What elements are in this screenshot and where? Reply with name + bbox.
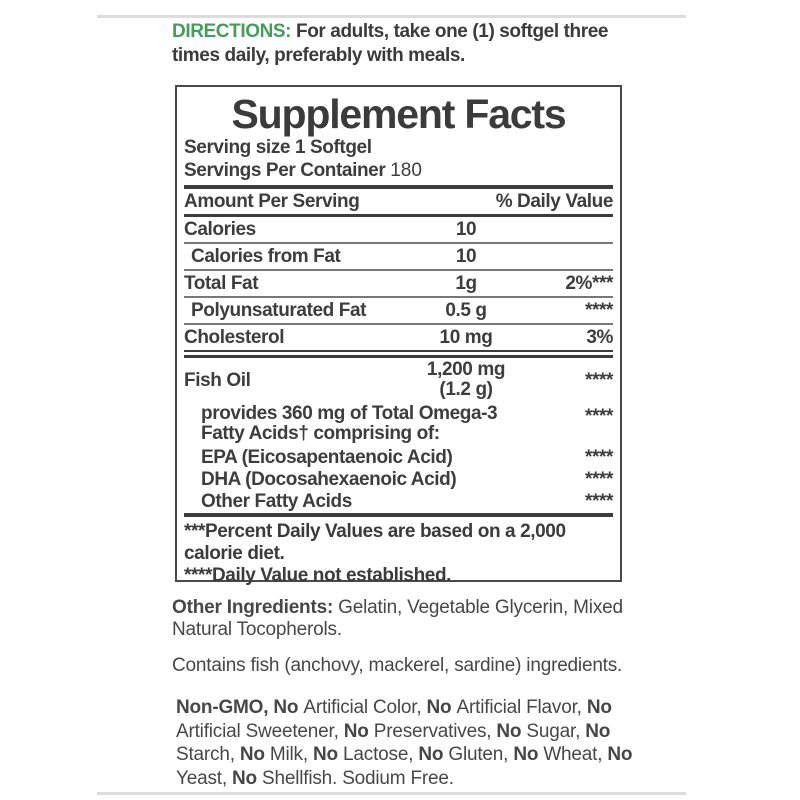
supplement-facts-title: Supplement Facts	[231, 91, 566, 137]
claim-seg: No	[313, 744, 344, 765]
fact-row-omega3	[184, 402, 613, 446]
claim-seg: Sugar,	[526, 720, 586, 742]
thick-rule	[184, 513, 613, 517]
top-divider	[97, 15, 686, 18]
claim-seg: No	[426, 697, 457, 718]
row-name: Cholesterol	[184, 327, 285, 348]
amount-per-serving-header: Amount Per Serving	[184, 191, 360, 212]
row-name: Fish Oil	[184, 369, 251, 391]
fact-row-cholesterol	[184, 325, 613, 350]
claim-seg: Wheat,	[543, 744, 608, 765]
row-name: DHA (Docosahexaenoic Acid)	[201, 468, 457, 490]
directions-text-line2: times daily, preferably with meals.	[172, 45, 465, 66]
claim-seg: Milk,	[269, 744, 314, 765]
servings-per-container	[184, 159, 613, 182]
row-amount: 10 mg	[439, 327, 493, 348]
row-daily-value: 2%***	[565, 273, 613, 294]
row-name: EPA (Eicosapentaenoic Acid)	[201, 446, 453, 468]
directions-text-line1: For adults, take one (1) softgel three	[291, 21, 609, 42]
row-daily-value: ****	[585, 468, 613, 490]
claim-seg: No	[496, 720, 527, 742]
claim-seg: Lactose,	[343, 744, 419, 765]
claims-paragraph	[176, 696, 756, 790]
claim-seg: No	[513, 744, 544, 765]
bottom-divider	[97, 792, 686, 795]
serving-size: Serving size 1 Softgel	[184, 137, 372, 158]
fact-row-fish-oil	[184, 358, 613, 402]
fact-row-calories	[184, 217, 613, 244]
claim-seg: No	[418, 744, 449, 765]
fact-row-polyunsaturated-fat	[184, 298, 613, 325]
directions-paragraph	[172, 20, 732, 68]
row-daily-value: ****	[585, 446, 613, 468]
row-daily-value: 3%	[586, 327, 613, 348]
claim-seg: No	[585, 720, 611, 742]
row-daily-value: ****	[585, 300, 613, 321]
fact-row-other-fatty-acids	[184, 490, 613, 512]
name-line2: Fatty Acids† comprising of:	[201, 423, 440, 444]
contains-statement: Contains fish (anchovy, mackerel, sardine) ingredients.	[172, 655, 623, 676]
row-amount: 10	[455, 246, 477, 267]
facts-header-row	[184, 189, 613, 214]
row-daily-value: ****	[585, 406, 613, 427]
amount-line1: 1,200 mg	[426, 359, 506, 380]
double-rule	[184, 350, 613, 358]
claim-seg: Starch,	[176, 744, 240, 765]
other-ingredients-line2: Natural Tocopherols.	[172, 619, 342, 640]
claim-seg: No	[586, 697, 612, 718]
claim-seg: Preservatives,	[373, 720, 497, 742]
row-name: Calories from Fat	[191, 246, 341, 267]
claim-seg: Artificial Color,	[303, 697, 427, 718]
claim-seg: No	[343, 720, 374, 742]
fact-row-calories-from-fat	[184, 244, 613, 271]
row-name: Total Fat	[184, 273, 259, 294]
fact-row-total-fat	[184, 271, 613, 298]
claim-seg: No	[232, 767, 263, 789]
servings-label: Servings Per Container	[184, 160, 391, 181]
fact-row-epa	[184, 446, 613, 468]
row-name: Other Fatty Acids	[201, 490, 352, 512]
servings-value: 180	[390, 160, 422, 181]
footnote-daily-value-not-established: ****Daily Value not established.	[184, 565, 452, 586]
other-ingredients-paragraph	[172, 597, 732, 641]
other-ingredients-line1: Gelatin, Vegetable Glycerin, Mixed	[338, 597, 623, 618]
row-amount: 1g	[455, 273, 477, 294]
claim-seg: Artificial Sweetener,	[176, 720, 344, 742]
claim-seg: No	[239, 744, 270, 765]
row-name: Polyunsaturated Fat	[191, 300, 367, 321]
row-amount: 10	[455, 219, 477, 240]
name-line1: provides 360 mg of Total Omega-3	[201, 403, 498, 424]
row-name	[184, 404, 541, 444]
supplement-facts-panel	[175, 85, 622, 586]
row-daily-value: ****	[585, 369, 613, 391]
claim-seg: Artificial Flavor,	[456, 697, 587, 718]
amount-line2: (1.2 g)	[439, 379, 493, 400]
claim-seg: No	[273, 697, 304, 718]
other-ingredients-label: Other Ingredients:	[172, 597, 339, 618]
claim-seg: Gluten,	[448, 744, 514, 765]
claim-seg: Non-GMO,	[176, 697, 274, 718]
row-daily-value: ****	[585, 490, 613, 512]
claim-seg: Shellfish. Sodium Free.	[262, 767, 454, 789]
directions-label: DIRECTIONS:	[172, 21, 292, 42]
claim-seg: Yeast,	[176, 767, 232, 789]
row-name: Calories	[184, 219, 256, 240]
row-amount	[391, 360, 541, 400]
row-amount: 0.5 g	[445, 300, 487, 321]
claim-seg: No	[607, 744, 633, 765]
footnote-percent-daily-values: ***Percent Daily Values are based on a 2,000 calorie diet.	[184, 521, 566, 564]
fact-row-dha	[184, 468, 613, 490]
daily-value-header: % Daily Value	[495, 191, 613, 212]
